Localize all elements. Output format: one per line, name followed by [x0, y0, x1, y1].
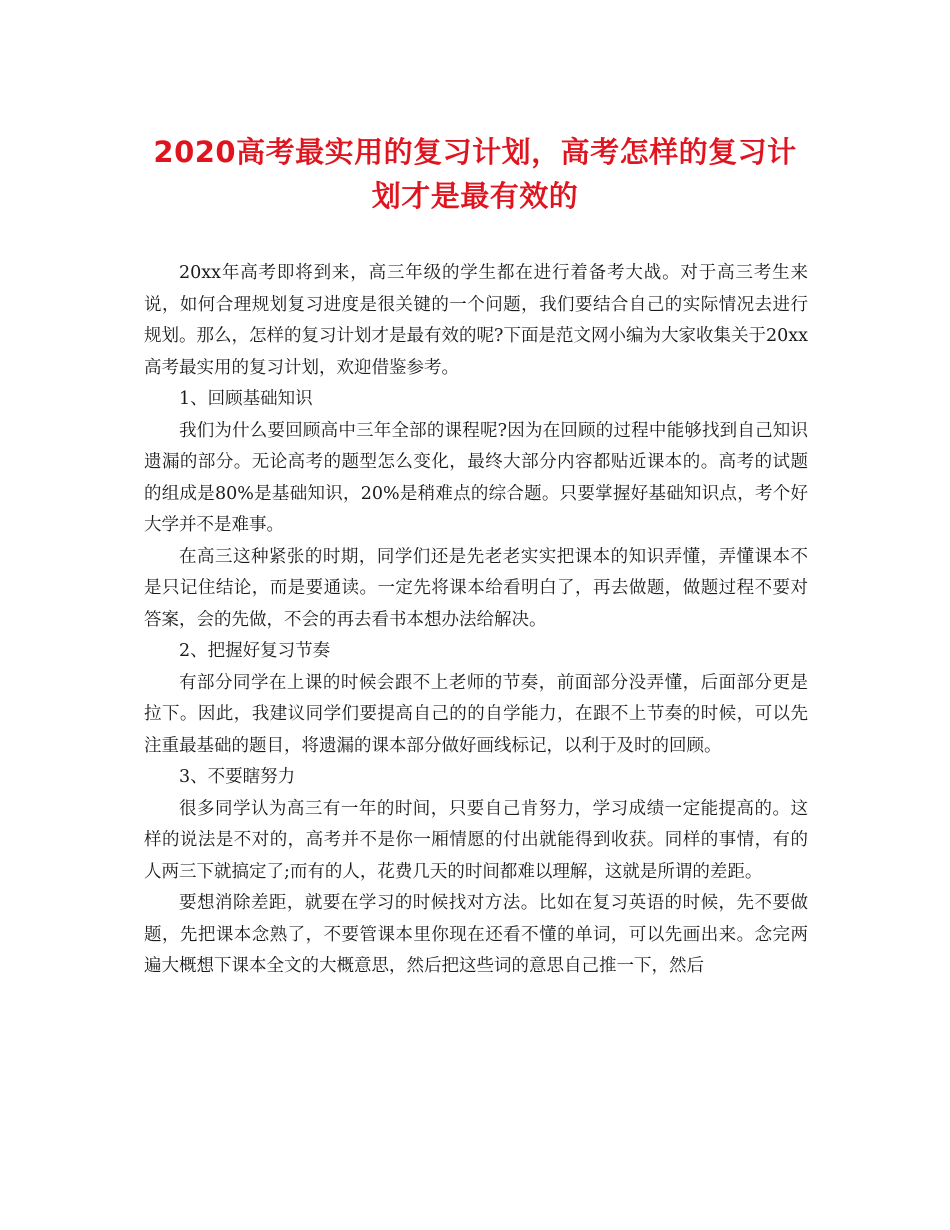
section-heading-2: 2、把握好复习节奏	[179, 641, 331, 661]
body-paragraph: 在高三这种紧张的时期，同学们还是先老老实实把课本的知识弄懂，弄懂课本不是只记住结论，而是要通读。一定先将课本给看明白了，再去做题，做题过程不要对答案，会的先做，不会的再去看书本想办法给解决。	[144, 546, 808, 630]
body-paragraph: 要想消除差距，就要在学习的时候找对方法。比如在复习英语的时候，先不要做题，先把课本念熟了，不要管课本里你现在还看不懂的单词，可以先画出来。念完两遍大概想下课本全文的大概意思，然后把这些词的意思自己推一下，然后	[144, 893, 808, 976]
document-title: 2020高考最实用的复习计划，高考怎样的复习计划才是最有效的	[153, 135, 797, 213]
section-heading-1: 1、回顾基础知识	[179, 389, 313, 409]
document-body	[144, 258, 808, 983]
intro-paragraph: 20xx年高考即将到来，高三年级的学生都在进行着备考大战。对于高三考生来说，如何合理规划复习进度是很关键的一个问题，我们要结合自己的实际情况去进行规划。那么，怎样的复习计划才是最有效的呢?下面是范文网小编为大家收集关于20xx高考最实用的复习计划，欢迎借鉴参考。	[144, 263, 808, 378]
body-paragraph: 有部分同学在上课的时候会跟不上老师的节奏，前面部分没弄懂，后面部分更是拉下。因此，我建议同学们要提高自己的的自学能力，在跟不上节奏的时候，可以先注重最基础的题目，将遗漏的课本部分做好画线标记，以利于及时的回顾。	[144, 672, 808, 756]
body-paragraph: 我们为什么要回顾高中三年全部的课程呢?因为在回顾的过程中能够找到自己知识遗漏的部分。无论高考的题型怎么变化，最终大部分内容都贴近课本的。高考的试题的组成是80%是基础知识，20%是稍难点的综合题。只要掌握好基础知识点，考个好大学并不是难事。	[144, 420, 808, 535]
section-heading-3: 3、不要瞎努力	[179, 767, 296, 787]
body-paragraph: 很多同学认为高三有一年的时间，只要自己肯努力，学习成绩一定能提高的。这样的说法是不对的，高考并不是你一厢情愿的付出就能得到收获。同样的事情，有的人两三下就搞定了;而有的人，花费几天的时间都难以理解，这就是所谓的差距。	[144, 798, 808, 882]
